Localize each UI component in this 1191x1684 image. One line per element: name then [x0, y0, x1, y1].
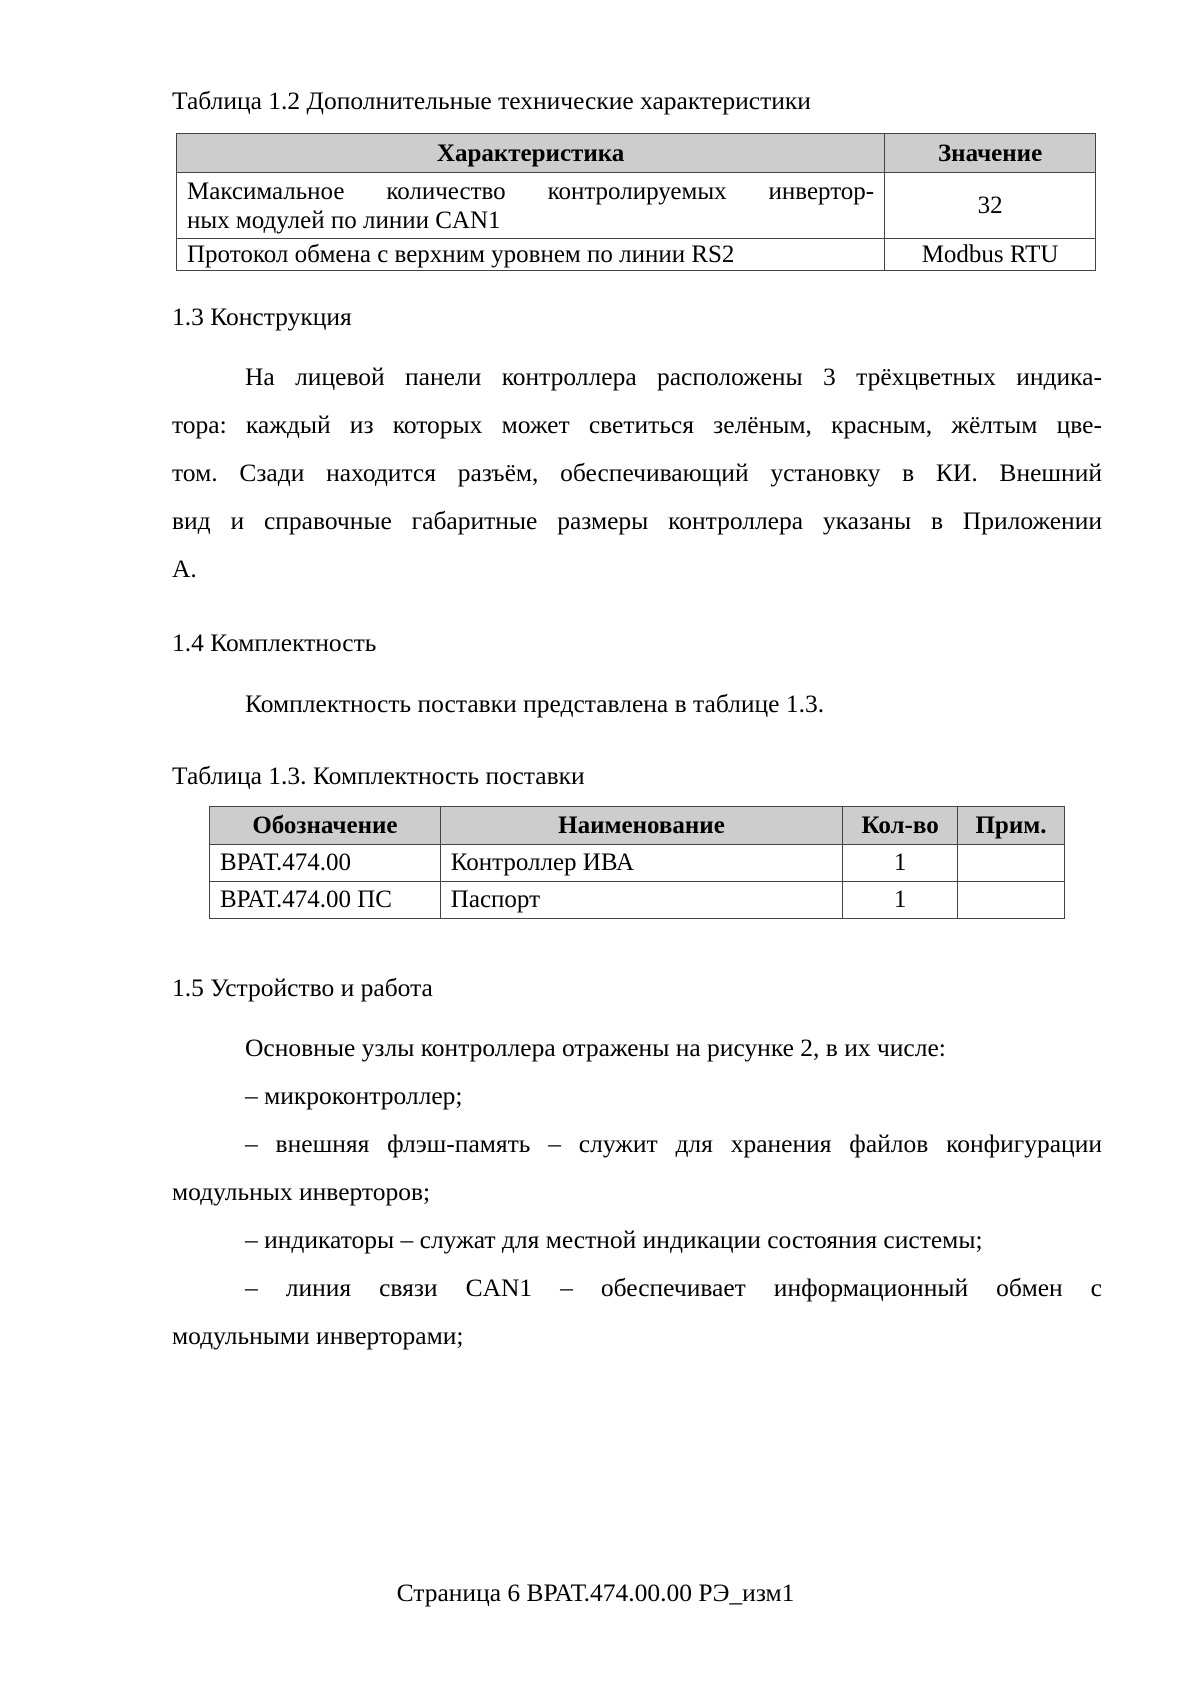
section-1-3-heading: 1.3 Конструкция: [172, 302, 352, 331]
column-header-designation: Обозначение: [210, 807, 441, 845]
cell-line: Максимальное количество контролируемых инвертор-: [187, 177, 875, 205]
table-cell-characteristic: Протокол обмена с верхним уровнем по линии RS2: [177, 239, 885, 271]
paragraph-line: На лицевой панели контроллера расположены 3 трёхцветных индика-: [245, 362, 1102, 391]
column-header-name: Наименование: [440, 807, 842, 845]
table-cell-designation: ВРАТ.474.00: [210, 845, 441, 882]
column-header-note: Прим.: [958, 807, 1065, 845]
table-cell-value: 32: [885, 173, 1096, 239]
column-header-characteristic: Характеристика: [177, 134, 885, 173]
page-footer: Страница 6 ВРАТ.474.00.00 РЭ_изм1: [396, 1578, 795, 1607]
table-1-3-caption: Таблица 1.3. Комплектность поставки: [172, 761, 585, 790]
list-item: – микроконтроллер;: [245, 1081, 463, 1110]
list-item: – внешняя флэш-память – служит для хранения файлов конфигурации: [245, 1129, 1102, 1158]
table-1-3: [209, 806, 1065, 919]
table-cell-quantity: 1: [843, 845, 958, 882]
table-cell-name: Паспорт: [440, 882, 842, 919]
section-1-4-heading: 1.4 Комплектность: [172, 628, 377, 657]
section-1-3-paragraph: [172, 353, 1102, 593]
section-1-5-body: [172, 1024, 1102, 1360]
table-row: [177, 173, 1096, 239]
section-1-5-heading: 1.5 Устройство и работа: [172, 973, 433, 1002]
section-1-4-text: Комплектность поставки представлена в таблице 1.3.: [245, 689, 825, 718]
table-cell-designation: ВРАТ.474.00 ПС: [210, 882, 441, 919]
table-cell-characteristic: [177, 173, 885, 239]
list-item: – линия связи CAN1 – обеспечивает информационный обмен с: [245, 1273, 1102, 1302]
list-item-continuation: модульными инверторами;: [172, 1321, 464, 1350]
table-row: [177, 239, 1096, 271]
column-header-value: Значение: [885, 134, 1096, 173]
table-row: [210, 845, 1065, 882]
cell-line: ных модулей по линии CAN1: [187, 206, 501, 234]
list-item-continuation: модульных инверторов;: [172, 1177, 431, 1206]
table-header-row: [210, 807, 1065, 845]
table-cell-value: Modbus RTU: [885, 239, 1096, 271]
table-cell-name: Контроллер ИВА: [440, 845, 842, 882]
table-1-2: [176, 133, 1096, 271]
table-cell-note: [958, 882, 1065, 919]
table-header-row: [177, 134, 1096, 173]
paragraph-line: А.: [172, 554, 197, 583]
table-cell-quantity: 1: [843, 882, 958, 919]
paragraph-line: Основные узлы контроллера отражены на рисунке 2, в их числе:: [245, 1033, 946, 1062]
paragraph-line: тора: каждый из которых может светиться зелёным, красным, жёлтым цве-: [172, 410, 1102, 439]
table-cell-note: [958, 845, 1065, 882]
table-1-2-caption: Таблица 1.2 Дополнительные технические характеристики: [172, 86, 811, 115]
table-row: [210, 882, 1065, 919]
paragraph-line: том. Сзади находится разъём, обеспечивающий установку в КИ. Внешний: [172, 458, 1102, 487]
paragraph-line: вид и справочные габаритные размеры контроллера указаны в Приложении: [172, 506, 1102, 535]
column-header-quantity: Кол-во: [843, 807, 958, 845]
list-item: – индикаторы – служат для местной индикации состояния системы;: [245, 1225, 983, 1254]
